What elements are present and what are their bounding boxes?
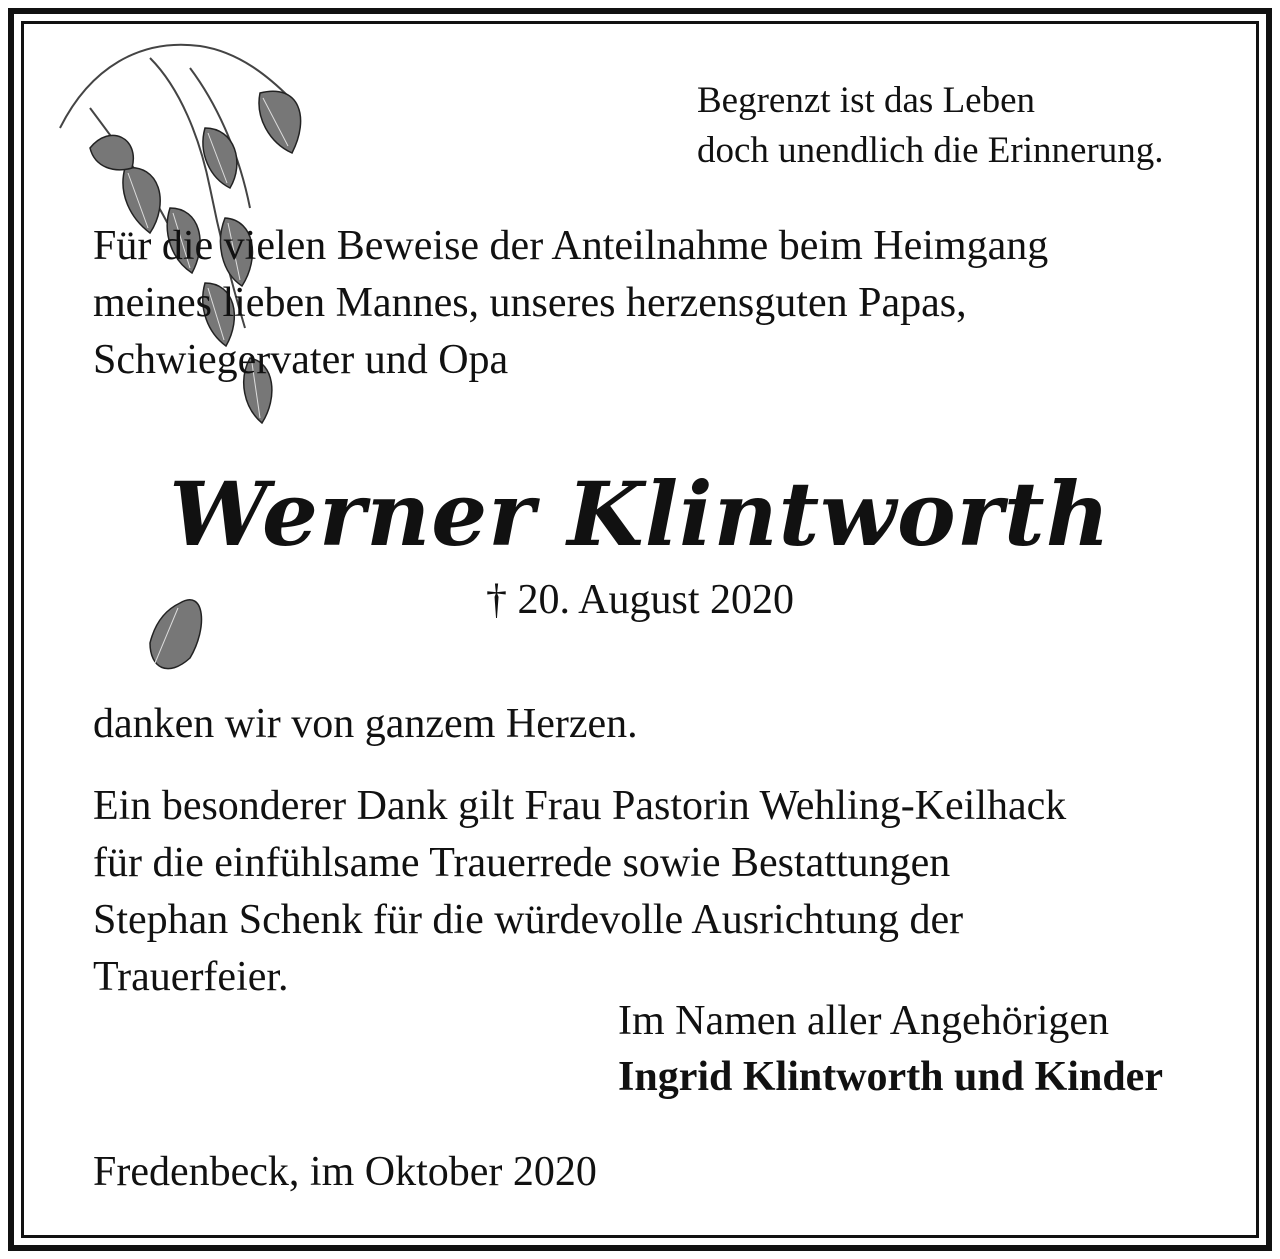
intro-line-3: Schwiegervater und Opa	[93, 337, 509, 383]
place-and-date: Fredenbeck, im Oktober 2020	[93, 1149, 597, 1195]
special-thanks-line-2: für die einfühlsame Trauerrede sowie Bestattungen	[93, 840, 951, 886]
death-date: † 20. August 2020	[485, 577, 795, 623]
deceased-name: Werner Klintworth	[169, 462, 1111, 566]
intro-line-1: Für die vielen Beweise der Anteilnahme beim Heimgang	[93, 223, 1049, 269]
special-thanks-line-1: Ein besonderer Dank gilt Frau Pastorin Wehling-Keilhack	[93, 783, 1067, 829]
signature-intro: Im Namen aller Angehörigen	[618, 998, 1109, 1044]
special-thanks-line-3: Stephan Schenk für die würdevolle Ausrichtung der	[93, 897, 964, 943]
motto	[697, 76, 1163, 176]
special-thanks-line-4: Trauerfeier.	[93, 954, 289, 1000]
intro-line-2: meines lieben Mannes, unseres herzensguten Papas,	[93, 280, 967, 326]
signature-names: Ingrid Klintworth und Kinder	[618, 1054, 1163, 1100]
thanks-text: danken wir von ganzem Herzen.	[93, 701, 638, 747]
motto-line-1: Begrenzt ist das Leben	[697, 80, 1036, 121]
intro-text	[93, 218, 1048, 389]
special-thanks	[93, 778, 1066, 1006]
motto-line-2: doch unendlich die Erinnerung.	[697, 130, 1164, 171]
